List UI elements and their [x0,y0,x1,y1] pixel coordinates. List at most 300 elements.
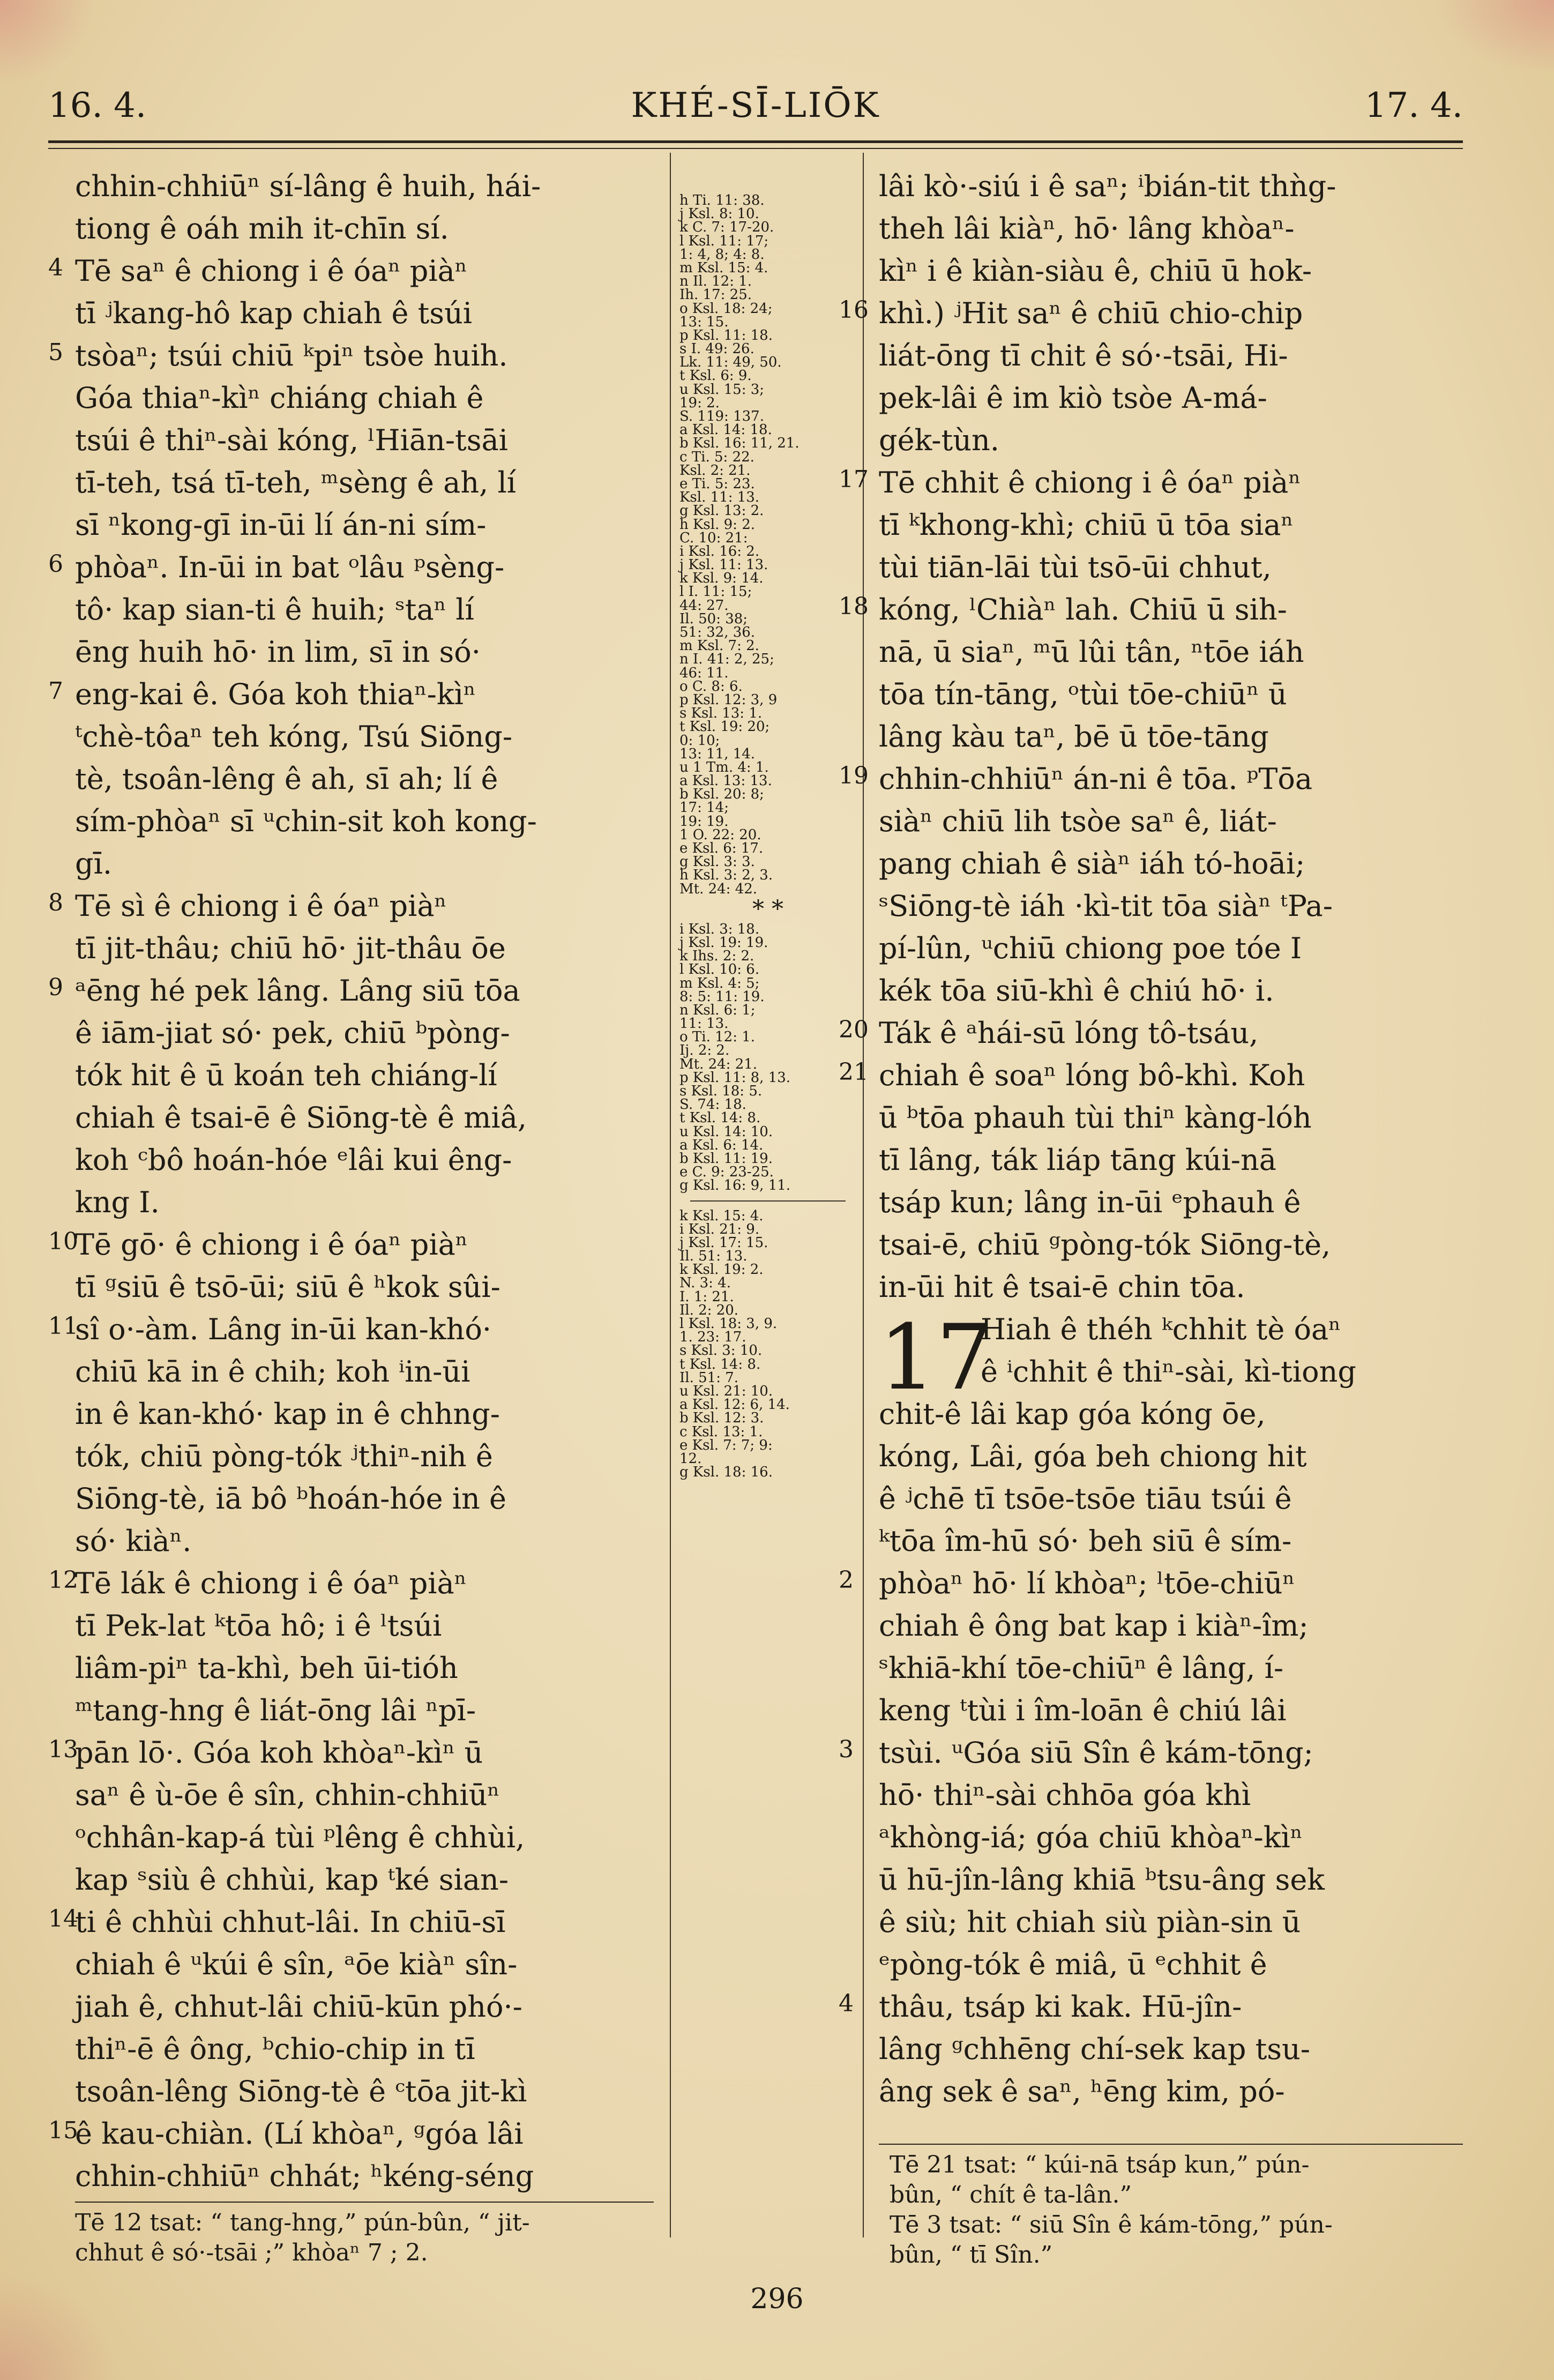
text-line [75,842,656,885]
verse-text: tī Pek-lat ᵏtōa hô; i ê ˡtsúi [75,1609,442,1643]
text-line [75,1689,656,1732]
text-line [75,207,656,250]
text-line [839,1054,1463,1096]
verse-number: 8 [48,889,63,916]
text-line [879,1774,1463,1816]
text-line [879,1435,1463,1478]
header-left-ref: 16. 4. [48,86,147,125]
verse-text: ê ʲchē tī tsōe-tsōe tiāu tsúi ê [879,1482,1292,1516]
cross-reference: 13: 11, 14. [679,745,756,762]
cross-reference: c Ti. 5: 22. [679,449,754,465]
cross-reference: g Ksl. 18: 16. [679,1464,773,1481]
verse-text: keng ᵗtùi i îm-loān ê chiú lâi [879,1693,1287,1727]
verse-text: ᵃēng hé pek lâng. Lâng siū tōa [75,974,520,1008]
cross-reference: t Ksl. 14: 8. [679,1356,761,1372]
footnote-line: bûn, “ tī Sîn.” [890,2241,1053,2269]
verse-text: pek-lâi ê im kiò tsòe A-má- [879,381,1267,415]
text-line [75,2070,656,2113]
text-line [48,673,656,715]
text-line [75,927,656,969]
cross-reference: 44: 27. [679,597,729,614]
verse-text: in-ūi hit ê tsai-ē chin tōa. [879,1270,1245,1304]
cross-reference: C. 10: 21: [679,529,748,546]
page-stain [0,0,96,86]
cross-reference: i Ksl. 21: 9. [679,1221,760,1237]
cross-reference: S. 74: 18. [679,1096,746,1113]
verse-text: chhin-chhiūⁿ án-ni ê tōa. ᵖTōa [879,762,1313,796]
footnote-line: Tē 3 tsat: “ siū Sîn ê kám-tōng,” pún- [890,2211,1333,2239]
text-line [879,631,1463,673]
text-line [879,377,1463,419]
text-line [75,1605,656,1647]
verse-text: gī. [75,847,113,881]
text-line [879,1181,1463,1223]
text-line [75,461,656,504]
verse-number: 10 [48,1228,78,1255]
text-line [879,800,1463,842]
verse-number: 4 [48,254,63,281]
cross-reference: 19: 19. [679,813,729,830]
text-line [75,1139,656,1181]
verse-text: chiah ê tsai-ē ê Siōng-tè ê miâ, [75,1101,527,1135]
verse-text: ˢkhiā-khí tōe-chiūⁿ ê lâng, í- [879,1651,1284,1685]
left-text-column [48,165,656,2197]
verse-text: liát-ōng tī chit ê só·-tsāi, Hi- [879,339,1288,372]
text-line [75,292,656,334]
text-line [879,2070,1463,2113]
text-line [879,1901,1463,1943]
cross-reference: Mt. 24: 21. [679,1056,758,1072]
text-line [879,1647,1463,1689]
cross-reference: h Ksl. 9: 2. [679,516,755,533]
verse-number: 20 [839,1016,869,1043]
cross-reference: u Ksl. 21: 10. [679,1383,773,1399]
verse-text: tók hit ê ū koán teh chiáng-lí [75,1058,497,1092]
text-line [879,842,1463,885]
verse-number: 7 [48,677,63,705]
verse-text: tô· kap sian-ti ê huih; ˢtaⁿ lí [75,593,474,626]
cross-reference: 46: 11. [679,665,729,681]
verse-text: ᵉpòng-tók ê miâ, ū ᵉchhit ê [879,1948,1267,1981]
verse-text: liâm-piⁿ ta-khì, beh ūi-tióh [75,1651,458,1685]
verse-text: khì.) ʲHit saⁿ ê chiū chio-chip [879,296,1303,330]
cross-reference: t Ksl. 6: 9. [679,368,752,384]
text-line [879,715,1463,758]
verse-text: phòaⁿ. In-ūi in bat ᵒlâu ᵖsèng- [75,550,505,584]
cross-reference: h Ti. 11: 38. [679,192,765,208]
cross-reference: m Ksl. 4: 5; [679,975,760,991]
text-line [75,1351,656,1393]
verse-number: 18 [839,593,869,620]
cross-reference: e Ti. 5: 23. [679,475,755,492]
running-header [48,80,1463,139]
text-line [75,1943,656,1986]
cross-reference: l Ksl. 11: 17; [679,233,769,249]
verse-number: 2 [839,1566,854,1594]
verse-text: ti ê chhùi chhut-lâi. In chiū-sī [75,1905,506,1939]
verse-number: 3 [839,1736,854,1763]
text-line [879,1096,1463,1139]
text-line [75,2155,656,2197]
verse-text: theh lâi kiàⁿ, hō· lâng khòaⁿ- [879,212,1295,245]
cross-reference: k Ksl. 15: 4. [679,1207,764,1224]
text-line [75,1816,656,1859]
cross-reference: g Ksl. 13: 2. [679,503,764,519]
verse-text: ēng huih hō· in lim, sī in só· [75,635,481,669]
verse-text: Hiah ê théh ᵏchhit tè óaⁿ [981,1312,1341,1346]
verse-text: Tē lák ê chiong i ê óaⁿ piàⁿ [75,1566,467,1600]
verse-text: tī jit-thâu; chiū hō· jit-thâu ōe [75,931,506,965]
cross-reference: b Ksl. 11: 19. [679,1150,773,1167]
verse-text: jiah ê, chhut-lâi chiū-kūn phó·- [75,1990,522,2024]
text-line [48,250,656,292]
text-line [879,546,1463,588]
text-line [48,885,656,927]
text-line [879,927,1463,969]
text-line [75,1012,656,1054]
text-line [75,1181,656,1223]
verse-text: ū hū-jîn-lâng khiā ᵇtsu-âng sek [879,1863,1325,1897]
verse-text: kék tōa siū-khì ê chiú hō· i. [879,974,1274,1008]
text-line [879,1605,1463,1647]
cross-reference: o Ksl. 18: 24; [679,300,773,317]
text-line [879,165,1463,207]
cross-reference: a Ksl. 13: 13. [679,773,772,789]
text-line [48,2113,656,2155]
text-line [75,419,656,461]
cross-reference: Ksl. 11: 13. [679,489,760,506]
verse-text: Tē gō· ê chiong i ê óaⁿ piàⁿ [75,1228,468,1262]
cross-reference: 1: 4, 8; 4: 8. [679,246,765,263]
verse-text: kng I. [75,1185,160,1219]
text-line [48,969,656,1012]
verse-text: sī ⁿkong-gī in-ūi lí án-ni sím- [75,508,487,542]
verse-text: ᵃkhòng-iá; góa chiū khòaⁿ-kìⁿ [879,1821,1303,1854]
text-line [879,1520,1463,1562]
cross-reference: N. 3: 4. [679,1275,731,1292]
text-line [879,334,1463,377]
text-line [879,504,1463,546]
cross-reference: s Ksl. 18: 5. [679,1083,763,1099]
text-line [75,1986,656,2028]
verse-text: chit-ê lâi kap góa kóng ōe, [879,1397,1266,1431]
text-line [839,1012,1463,1054]
cross-reference: s Ksl. 3: 10. [679,1342,763,1359]
cross-reference: 13: 15. [679,314,729,330]
verse-text: gék-tùn. [879,423,999,457]
cross-reference: 0: 10; [679,732,720,749]
header-title: KHÉ-SĪ-LIŌK [631,86,880,125]
text-line [75,165,656,207]
verse-text: tsúi ê thiⁿ-sài kóng, ˡHiān-tsāi [75,423,508,457]
text-line [839,1732,1463,1774]
cross-reference: Ih. 17: 25. [679,287,752,303]
text-line [75,715,656,758]
verse-number: 9 [48,974,63,1001]
verse-text: tùi tiān-lāi tùi tsō-ūi chhut, [879,550,1272,584]
verse-text: Siōng-tè, iā bô ᵇhoán-hóe in ê [75,1482,506,1516]
verse-text: tsòaⁿ; tsúi chiū ᵏpiⁿ tsòe huih. [75,339,508,372]
verse-text: tiong ê oáh mih it-chīn sí. [75,212,449,245]
cross-reference: t Ksl. 14: 8. [679,1110,761,1126]
cross-reference: Ksl. 2: 21. [679,462,751,479]
verse-number: 11 [48,1312,78,1340]
text-line [48,1901,656,1943]
text-line [48,546,656,588]
footnote-line: chhut ê só·-tsāi ;” khòaⁿ 7 ; 2. [75,2239,428,2266]
footnote-rule [879,2144,1463,2145]
verse-number: 4 [839,1990,854,2017]
verse-number: 15 [48,2117,78,2144]
cross-reference: Il. 2: 20. [679,1302,739,1318]
verse-text: chhin-chhiūⁿ chhát; ʰkéng-séng [75,2159,534,2193]
text-line [879,1689,1463,1732]
header-right-ref: 17. 4. [1364,86,1463,125]
verse-text: siàⁿ chiū lih tsòe saⁿ ê, liát- [879,804,1277,838]
text-line [75,758,656,800]
footnote-line: Tē 21 tsat: “ kúi-nā tsáp kun,” pún- [890,2151,1310,2178]
text-line [879,1478,1463,1520]
cross-reference: g Ksl. 16: 9, 11. [679,1177,791,1194]
text-line [839,461,1463,504]
verse-text: Tē chhit ê chiong i ê óaⁿ piàⁿ [879,466,1301,499]
verse-text: chhin-chhiūⁿ sí-lâng ê huih, hái- [75,169,541,203]
verse-number: 12 [48,1566,78,1594]
text-line [48,1223,656,1266]
verse-text: Góa thiaⁿ-kìⁿ chiáng chiah ê [75,381,484,415]
text-line [839,1562,1463,1605]
text-line [839,588,1463,631]
verse-text: kóng, ˡChiàⁿ lah. Chiū ū sih- [879,593,1287,626]
verse-text: ᵒchhân-kap-á tùi ᵖlêng ê chhùi, [75,1821,525,1854]
cross-reference: h Ksl. 3: 2, 3. [679,867,773,884]
verse-number: 19 [839,762,869,789]
cross-reference: j Ksl. 8: 10. [679,206,759,222]
verse-text: tī ᵏkhong-khì; chiū ū tōa siaⁿ [879,508,1294,542]
text-line [75,1393,656,1435]
text-line [75,631,656,673]
verse-text: kóng, Lâi, góa beh chiong hit [879,1439,1307,1473]
cross-reference: o Ti. 12: 1. [679,1029,756,1046]
cross-reference: j Ksl. 17: 15. [679,1234,768,1251]
verse-number: 5 [48,339,63,366]
cross-reference: Il. 51: 7. [679,1369,739,1386]
header-rule [48,140,1463,143]
text-line [839,1986,1463,2028]
cross-reference: u Ksl. 14: 10. [679,1123,773,1140]
verse-text: hō· thiⁿ-sài chhōa góa khì [879,1778,1251,1812]
cross-reference: o C. 8: 6. [679,678,743,695]
cross-reference: e C. 9: 23-25. [679,1164,774,1181]
footnote-right [890,2150,1463,2270]
cross-reference: p Ksl. 12: 3, 9 [679,691,778,708]
cross-reference: n I. 41: 2, 25; [679,651,774,668]
text-line [839,758,1463,800]
verse-text: pí-lûn, ᵘchiū chiong poe tóe I [879,931,1302,965]
page-stain [1436,0,1554,75]
verse-text: koh ᶜbô hoán-hóe ᵉlâi kui êng- [75,1143,512,1177]
text-line [75,1859,656,1901]
verse-text: nā, ū siaⁿ, ᵐū lûi tân, ⁿtōe iáh [879,635,1304,669]
page-number: 296 [750,2283,804,2315]
verse-number: 16 [839,296,869,324]
cross-reference: 1 O. 22: 20. [679,826,761,843]
cross-reference: S. 119: 137. [679,408,764,424]
cross-reference: l Ksl. 10: 6. [679,961,760,978]
header-rule [48,148,1463,149]
text-line [75,1435,656,1478]
cross-reference: e Ksl. 6: 17. [679,840,764,856]
text-line [48,1732,656,1774]
cross-reference: i Ksl. 3: 18. [679,921,760,937]
verse-text: eng-kai ê. Góa koh thiaⁿ-kìⁿ [75,677,476,711]
verse-text: ê siù; hit chiah siù piàn-sin ū [879,1905,1301,1939]
text-line [75,1774,656,1816]
footnote-line: Tē 12 tsat: “ tang-hng,” pún-bûn, “ jit- [75,2209,530,2236]
footnote-line: bûn, “ chít ê ta-lân.” [890,2181,1132,2209]
cross-reference: g Ksl. 3: 3. [679,854,755,870]
cross-reference: l Ksl. 18: 3, 9. [679,1316,778,1332]
cross-reference: s Ksl. 13: 1. [679,705,763,722]
verse-text: ᵐtang-hng ê liát-ōng lâi ⁿpī- [75,1693,476,1727]
verse-text: ê ⁱchhit ê thiⁿ-sài, kì-tiong [981,1355,1356,1389]
verse-text: pang chiah ê siàⁿ iáh tó-hoāi; [879,847,1305,881]
cross-reference: 51: 32, 36. [679,624,756,640]
cross-reference: Il. 50: 38; [679,610,748,627]
cross-reference: u Ksl. 15: 3; [679,381,765,398]
text-line [879,673,1463,715]
cross-reference: m Ksl. 15: 4. [679,259,768,276]
cross-reference: Mt. 24: 42. [679,881,758,897]
verse-text: kìⁿ i ê kiàn-siàu ê, chiū ū hok- [879,254,1312,288]
cross-reference: l I. 11: 15; [679,584,752,600]
text-line [879,1859,1463,1901]
verse-number: 13 [48,1736,78,1763]
verse-text: tsùi. ᵘGóa siū Sîn ê kám-tōng; [879,1736,1313,1770]
verse-text: sî o·-àm. Lâng in-ūi kan-khó· [75,1312,491,1346]
cross-reference: a Ksl. 6: 14. [679,1137,764,1153]
reference-separator [690,1200,846,1203]
text-line [48,1308,656,1351]
text-line [75,1647,656,1689]
text-line [48,1562,656,1605]
verse-number: 14 [48,1905,78,1933]
verse-text: tī ʲkang-hô kap chiah ê tsúi [75,296,473,330]
verse-text: tsai-ē, chiū ᵍpòng-tók Siōng-tè, [879,1228,1331,1262]
text-line [879,1139,1463,1181]
text-line [75,2028,656,2070]
verse-number: 6 [48,550,63,578]
text-line [75,588,656,631]
cross-reference: 8: 5: 11: 19. [679,988,765,1005]
text-line [75,1266,656,1308]
text-line [879,885,1463,927]
text-line [75,377,656,419]
column-divider [670,153,671,2237]
cross-reference: I. 1: 21. [679,1288,734,1305]
verse-text: tī-teh, tsá tī-teh, ᵐsèng ê ah, lí [75,466,516,499]
footnote-rule [75,2202,654,2203]
cross-reference: Lk. 11: 49, 50. [679,354,782,371]
verse-text: tsáp kun; lâng in-ūi ᵉphauh ê [879,1185,1301,1219]
cross-reference: Ij. 2: 2. [679,1042,730,1059]
text-line [48,334,656,377]
verse-text: ᵏtōa îm-hū só· beh siū ê sím- [879,1524,1292,1558]
right-text-column [839,165,1463,2113]
cross-reference: i Ksl. 16: 2. [679,543,760,559]
verse-text: chiah ê soaⁿ lóng bô-khì. Koh [879,1058,1305,1092]
verse-text: chiah ê ông bat kap i kiàⁿ-îm; [879,1609,1309,1643]
cross-reference: 1. 23: 17. [679,1329,746,1346]
cross-reference: k Ksl. 19: 2. [679,1262,764,1278]
verse-text: lâng kàu taⁿ, bē ū tōe-tāng [879,720,1269,753]
cross-reference-column [679,194,856,1479]
verse-text: só· kiàⁿ. [75,1524,192,1558]
verse-text: tī ᵍsiū ê tsō-ūi; siū ê ʰkok sûi- [75,1270,500,1304]
text-line [75,1054,656,1096]
cross-reference: u 1 Tm. 4: 1. [679,759,769,775]
verse-text: âng sek ê saⁿ, ʰēng kim, pó- [879,2075,1285,2108]
verse-text: ê kau-chiàn. (Lí khòaⁿ, ᵍgóa lâi [75,2117,524,2151]
cross-reference: t Ksl. 19: 20; [679,719,770,735]
text-line [879,969,1463,1012]
verse-number: 21 [839,1058,869,1086]
verse-text: ū ᵇtōa phauh tùi thiⁿ kàng-lóh [879,1101,1312,1135]
section-stars: * * [752,895,783,923]
verse-text: pān lō·. Góa koh khòaⁿ-kìⁿ ū [75,1736,483,1770]
text-line [879,250,1463,292]
text-line [879,1223,1463,1266]
verse-text: in ê kan-khó· kap in ê chhng- [75,1397,500,1431]
cross-reference: a Ksl. 14: 18. [679,422,772,438]
verse-text: lâng ᵍchhēng chí-sek kap tsu- [879,2032,1311,2066]
text-line [879,1943,1463,1986]
text-line [879,1266,1463,1308]
verse-text: thiⁿ-ē ê ông, ᵇchio-chip in tī [75,2032,475,2066]
verse-text: tsoân-lêng Siōng-tè ê ᶜtōa jit-kì [75,2075,527,2108]
text-line [75,504,656,546]
verse-text: tè, tsoân-lêng ê ah, sī ah; lí ê [75,762,498,796]
verse-text: phòaⁿ hō· lí khòaⁿ; ˡtōe-chiūⁿ [879,1566,1295,1600]
cross-reference: j Ksl. 11: 13. [679,557,768,573]
cross-reference: k Ihs. 2: 2. [679,948,754,965]
text-line [75,1520,656,1562]
verse-text: ˢSiōng-tè iáh ·kì-tit tōa siàⁿ ᵗPa- [879,889,1333,923]
footnote-left [75,2208,659,2268]
cross-reference: m Ksl. 7: 2. [679,638,759,654]
cross-reference: s I. 49: 26. [679,341,754,357]
text-line [75,1478,656,1520]
text-line [879,419,1463,461]
text-line [75,1096,656,1139]
cross-reference: a Ksl. 12: 6, 14. [679,1397,790,1413]
cross-reference: p Ksl. 11: 18. [679,327,773,344]
verse-text: thâu, tsáp ki kak. Hū-jîn- [879,1990,1242,2024]
verse-text: Tē saⁿ ê chiong i ê óaⁿ piàⁿ [75,254,468,288]
cross-reference: c Ksl. 13: 1. [679,1423,763,1440]
cross-reference: 12. [679,1450,702,1467]
cross-reference: Il. 51: 13. [679,1248,748,1265]
verse-number: 17 [839,466,869,493]
cross-reference: n Ksl. 6: 1; [679,1002,756,1018]
verse-text: ê iām-jiat só· pek, chiū ᵇpòng- [75,1016,510,1050]
cross-reference: n Il. 12: 1. [679,273,752,290]
verse-text: kap ˢsiù ê chhùi, kap ᵗké sian- [75,1863,509,1897]
verse-text: chiah ê ᵘkúi ê sîn, ᵃōe kiàⁿ sîn- [75,1948,518,1981]
cross-reference: k C. 7: 17-20. [679,219,774,236]
text-line [879,207,1463,250]
verse-text: tī lâng, ták liáp tāng kúi-nā [879,1143,1276,1177]
